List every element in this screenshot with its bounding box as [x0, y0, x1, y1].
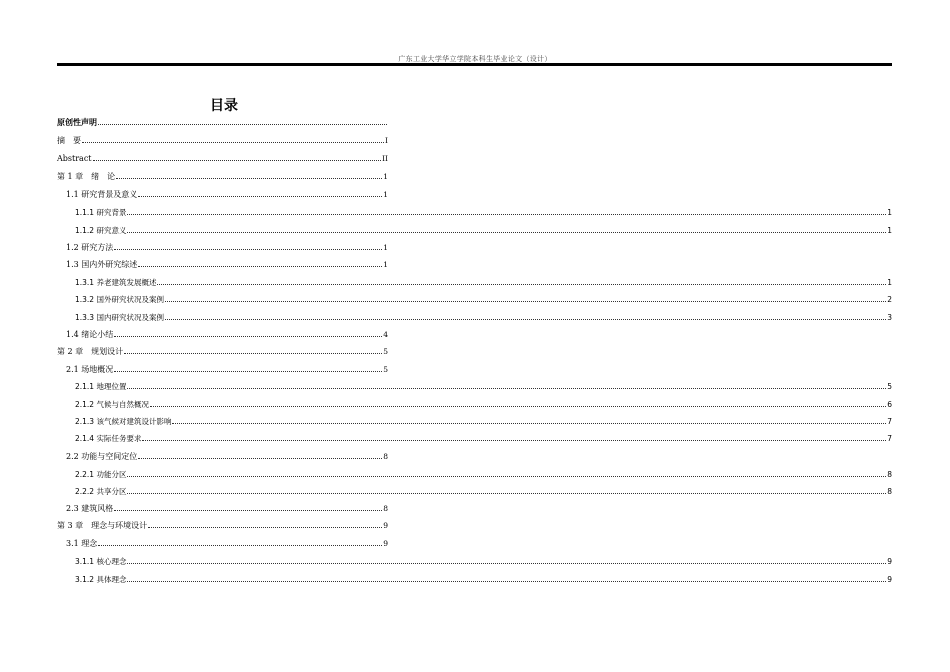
dot-leader	[165, 318, 886, 320]
dot-leader	[114, 248, 382, 250]
toc-entry[interactable]: 2.3 建筑风格 8	[66, 504, 388, 513]
dot-leader	[172, 422, 886, 424]
toc-entry[interactable]: 1.3.3 国内研究状况及案例 3	[75, 313, 892, 322]
dot-leader	[114, 335, 382, 337]
dot-leader	[127, 492, 886, 494]
dot-leader	[165, 300, 886, 302]
toc-entry[interactable]: 第 2 章 规划设计 5	[57, 347, 388, 356]
dot-leader	[116, 177, 382, 179]
toc-entry[interactable]: 2.1.2 气候与自然概况 6	[75, 400, 892, 409]
toc-entry[interactable]: 第 1 章 绪 论 1	[57, 172, 388, 181]
toc-entry[interactable]: 1.1.2 研究意义 1	[75, 226, 892, 235]
toc-entry[interactable]: 第 3 章 理念与环境设计 9	[57, 521, 388, 530]
dot-leader	[142, 439, 886, 441]
dot-leader	[114, 370, 382, 372]
toc-entry[interactable]: 2.1.3 该气候对建筑设计影响 7	[75, 417, 892, 426]
dot-leader	[124, 352, 382, 354]
dot-leader	[98, 544, 382, 546]
toc-entry[interactable]: 原创性声明	[57, 116, 388, 127]
dot-leader	[138, 457, 382, 459]
dot-leader	[138, 265, 382, 267]
toc-entry[interactable]: 2.1.1 地理位置 5	[75, 382, 892, 391]
dot-leader	[127, 580, 886, 582]
toc-entry[interactable]: 2.2.2 共享分区 8	[75, 487, 892, 496]
toc-title: 目录	[210, 98, 238, 114]
toc-entry[interactable]: 1.1 研究背景及意义 1	[66, 190, 388, 199]
toc-entry[interactable]: 3.1.2 具体理念 9	[75, 575, 892, 584]
dot-leader	[148, 526, 382, 528]
toc-entry[interactable]: 3.1 理念 9	[66, 539, 388, 548]
dot-leader	[82, 141, 384, 143]
toc-entry[interactable]: 1.4 绪论小结 4	[66, 330, 388, 339]
dot-leader	[127, 231, 886, 233]
toc-entry[interactable]: 1.3.2 国外研究状况及案例 2	[75, 295, 892, 304]
dot-leader	[127, 213, 886, 215]
toc-entry[interactable]: 1.2 研究方法 1	[66, 243, 388, 252]
toc-entry[interactable]: 摘 要 I	[57, 136, 388, 145]
dot-leader	[150, 405, 886, 407]
toc-entry[interactable]: Abstract II	[57, 154, 388, 163]
dot-leader	[98, 123, 387, 125]
page-header: 广东工业大学华立学院本科生毕业论文（设计）	[398, 55, 552, 63]
dot-leader	[93, 159, 382, 161]
dot-leader	[114, 509, 382, 511]
toc-entry[interactable]: 1.1.1 研究背景 1	[75, 208, 892, 217]
toc-entry[interactable]: 2.2.1 功能分区 8	[75, 470, 892, 479]
toc-entry[interactable]: 2.1 场地概况 5	[66, 365, 388, 374]
dot-leader	[157, 283, 886, 285]
toc-entry[interactable]: 1.3 国内外研究综述 1	[66, 260, 388, 269]
dot-leader	[127, 475, 886, 477]
toc-entry[interactable]: 3.1.1 核心理念 9	[75, 557, 892, 566]
toc-entry[interactable]: 1.3.1 养老建筑发展概述 1	[75, 278, 892, 287]
toc-entry[interactable]: 2.2 功能与空间定位 8	[66, 452, 388, 461]
toc-entry[interactable]: 2.1.4 实际任务要求 7	[75, 434, 892, 443]
dot-leader	[138, 195, 382, 197]
dot-leader	[127, 387, 886, 389]
dot-leader	[127, 562, 886, 564]
